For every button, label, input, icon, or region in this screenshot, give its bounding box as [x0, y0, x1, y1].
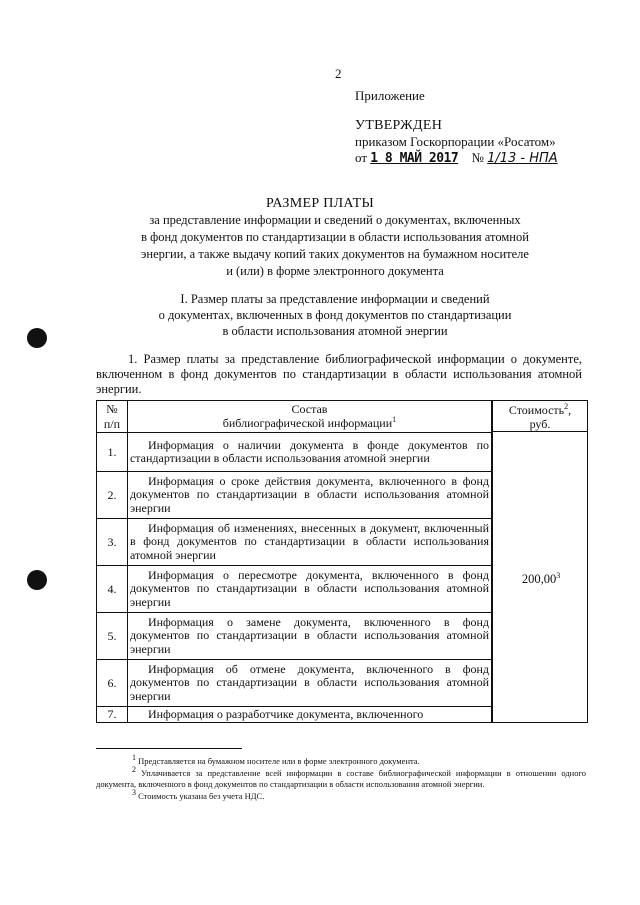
- punch-hole: [27, 570, 47, 590]
- row-text-content: Информация о пересмотре документа, включенного в фонд документов по стандартизации в области использования атомной энергии: [129, 567, 489, 609]
- row-number: 4.: [97, 566, 128, 613]
- table-row: [97, 433, 492, 472]
- row-text: [127, 472, 491, 519]
- header-no-line2: п/п: [103, 416, 121, 431]
- table-row: [97, 660, 492, 707]
- header-desc-line1: Состав: [291, 402, 328, 416]
- row-text-content: Информация о наличии документа в фонде документов по стандартизации в области использования атомной энергии: [129, 437, 489, 465]
- punch-hole: [27, 328, 47, 348]
- price-value-wrap: [493, 572, 589, 587]
- row-text: [127, 433, 491, 472]
- footnote-divider: [96, 748, 242, 749]
- row-text-content: Информация о замене документа, включенного в фонд документов по стандартизации в области использования атомной энергии: [129, 614, 489, 656]
- appendix-label: Приложение: [355, 88, 425, 103]
- row-text: [127, 566, 491, 613]
- footnote-text: Стоимость указана без учета НДС.: [138, 791, 265, 801]
- header-desc-line2: библиографической информации: [222, 415, 393, 430]
- subtitle-line: и (или) в форме электронного документа: [226, 264, 444, 278]
- paragraph-1: [96, 352, 582, 397]
- table-row: [97, 707, 492, 723]
- footnote: [96, 753, 586, 767]
- footnote-ref: 2: [564, 402, 569, 411]
- header-price-line1: Стоимость: [508, 403, 565, 417]
- row-number: 7.: [97, 707, 128, 723]
- footnote-mark: 3: [132, 788, 136, 798]
- order-issuer: приказом Госкорпорации «Росатом»: [355, 134, 556, 149]
- subtitle-line: в фонд документов по стандартизации в области использования атомной: [141, 230, 529, 244]
- table-header-row: [97, 401, 492, 433]
- order-date-stamp: 1 8 МАЙ 2017: [370, 151, 459, 166]
- price-merged-cell: [492, 432, 588, 723]
- order-number-handwritten: 1/13 - НПА: [487, 151, 558, 166]
- header-price-line2: руб.: [529, 417, 551, 431]
- footnotes: [96, 753, 586, 803]
- row-number: 6.: [97, 660, 128, 707]
- header-desc-line2-wrap: [130, 414, 489, 431]
- table-row: [97, 566, 492, 613]
- row-text: [127, 707, 491, 723]
- row-text-content: Информация о сроке действия документа, включенного в фонд документов по стандартизации в области использования атомной энергии: [129, 473, 489, 515]
- section-line: о документах, включенных в фонд документов по стандартизации: [158, 308, 512, 322]
- header-no: [97, 401, 128, 433]
- subtitle-line: за представление информации и сведений о документах, включенных: [149, 213, 521, 227]
- row-text: [127, 613, 491, 660]
- row-text-content: Информация об отмене документа, включенного в фонд документов по стандартизации в области использования атомной энергии: [129, 661, 489, 703]
- footnote: [96, 765, 586, 790]
- row-number: 5.: [97, 613, 128, 660]
- footnote-ref: 3: [556, 570, 561, 580]
- row-text: [127, 660, 491, 707]
- footnote: [96, 788, 586, 802]
- subtitle-line: энергии, а также выдачу копий таких документов на бумажном носителе: [141, 247, 529, 261]
- order-date-line: [355, 150, 558, 166]
- table-row: [97, 613, 492, 660]
- section-heading: [130, 291, 540, 339]
- row-text-content: Информация об изменениях, внесенных в документ, включенный в фонд документов по стандартизации в области использования атомной энергии: [129, 520, 489, 562]
- row-text-content: Информация о разработчике документа, включенного: [147, 706, 424, 721]
- section-line: в области использования атомной энергии: [222, 324, 448, 338]
- price-value: 200,00: [521, 572, 557, 586]
- header-price: [492, 400, 588, 432]
- row-number: 1.: [97, 433, 128, 472]
- row-text: [127, 519, 491, 566]
- footnote-ref: 1: [392, 414, 397, 424]
- header-no-line1: №: [106, 401, 118, 416]
- document-title: РАЗМЕР ПЛАТЫ: [266, 196, 374, 211]
- order-from: от: [355, 150, 368, 165]
- paragraph-text: 1. Размер платы за представление библиографической информации о документе, включенном в фонд документов по стандартизации в области использования атомной энергии.: [96, 352, 582, 396]
- header-description: [127, 401, 491, 433]
- footnote-text: Представляется на бумажном носителе или в форме электронного документа.: [138, 756, 420, 766]
- footnote-mark: 1: [132, 753, 136, 763]
- header-price-line1-wrap: Стоимость$^2$,: [508, 402, 572, 417]
- footnote-mark: 2: [132, 765, 136, 775]
- table-row: [97, 519, 492, 566]
- page-number: 2: [335, 66, 342, 81]
- section-line: I. Размер платы за представление информации и сведений: [180, 292, 490, 306]
- row-number: 2.: [97, 472, 128, 519]
- table-row: [97, 472, 492, 519]
- approved-label: УТВЕРЖДЕН: [355, 118, 443, 133]
- document-subtitle: [115, 212, 555, 280]
- row-number: 3.: [97, 519, 128, 566]
- order-number-label: №: [471, 150, 484, 165]
- rates-table: [96, 400, 492, 723]
- footnote-text: Уплачивается за представление всей информации в составе библиографической информации в отношении одного документа, включенного в фонд документов по стандартизации в области использования атомной энергии.: [96, 768, 586, 789]
